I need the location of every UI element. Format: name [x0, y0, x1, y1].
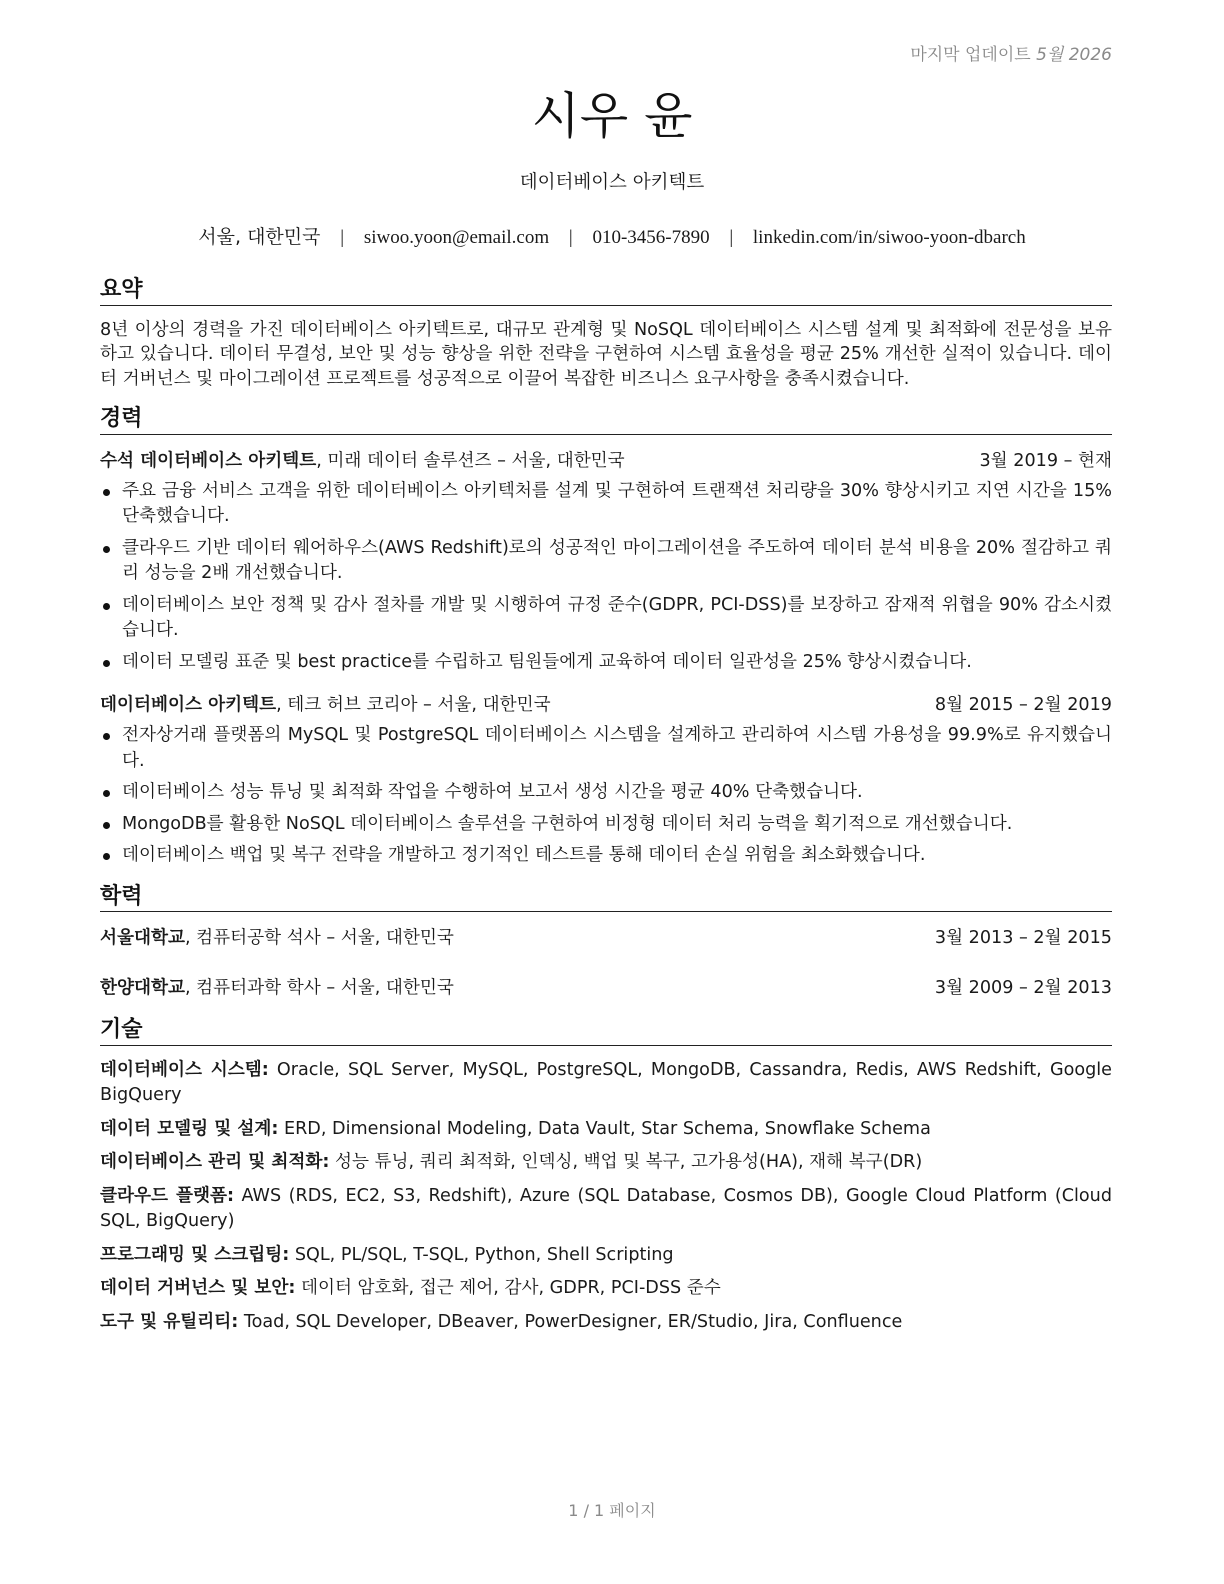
summary-text: 8년 이상의 경력을 가진 데이터베이스 아키텍트로, 대규모 관계형 및 NoSQL 데이터베이스 시스템 설계 및 최적화에 전문성을 보유하고 있습니다. 데이터 무결성, 보안 및 성능 향상을 위한 전략을 구현하여 시스템 효율성을 평균 25% 개선한 실적이 있습니다. 데이터 거버넌스 및 마이그레이션 프로젝트를 성공적으로 이끌어 복잡한 비즈니스 요구사항을 충족시켰습니다. — [100, 319, 1112, 389]
section-title-experience: 경력 — [100, 405, 1112, 435]
section-title-skills: 기술 — [100, 1016, 1112, 1046]
skill-value: 데이터 암호화, 접근 제어, 감사, GDPR, PCI-DSS 준수 — [295, 1278, 721, 1299]
education-school: 서울대학교 — [100, 928, 185, 949]
education-entry — [100, 976, 1112, 1002]
contact-separator: | — [340, 227, 345, 248]
skill-value: Oracle, SQL Server, MySQL, PostgreSQL, MongoDB, Cassandra, Redis, AWS Redshift, Google BigQuery — [100, 1059, 1112, 1106]
candidate-role: 데이터베이스 아키텍트 — [519, 172, 705, 193]
education-school: 한양대학교 — [100, 978, 185, 999]
job-bullet: 데이터 모델링 표준 및 best practice를 수립하고 팀원들에게 교육하여 데이터 일관성을 25% 향상시켰습니다. — [100, 650, 1112, 676]
contact-separator: | — [729, 227, 734, 248]
skill-label: 데이터베이스 관리 및 최적화: — [100, 1152, 330, 1173]
last-updated — [910, 44, 1112, 68]
job-bullet: 데이터베이스 백업 및 복구 전략을 개발하고 정기적인 테스트를 통해 데이터 손실 위험을 최소화했습니다. — [100, 843, 1112, 869]
job-dates: 3월 2019 – 현재 — [979, 451, 1112, 472]
contact-separator: | — [568, 227, 573, 248]
education-detail: , 컴퓨터공학 석사 – 서울, 대한민국 — [184, 928, 454, 949]
contact-line — [0, 224, 1224, 252]
job-bullet: 주요 금융 서비스 고객을 위한 데이터베이스 아키텍처를 설계 및 구현하여 트랜잭션 처리량을 30% 향상시키고 지연 시간을 15% 단축했습니다. — [100, 479, 1112, 530]
section-title-education: 학력 — [100, 883, 1112, 913]
education-dates: 3월 2013 – 2월 2015 — [934, 928, 1112, 949]
skill-value: Toad, SQL Developer, DBeaver, PowerDesigner, ER/Studio, Jira, Confluence — [238, 1311, 903, 1332]
job-position: 수석 데이터베이스 아키텍트 — [100, 451, 317, 472]
job-bullet: 데이터베이스 성능 튜닝 및 최적화 작업을 수행하여 보고서 생성 시간을 평균 40% 단축했습니다. — [100, 780, 1112, 806]
job-bullet: 전자상거래 플랫폼의 MySQL 및 PostgreSQL 데이터베이스 시스템을 설계하고 관리하여 시스템 가용성을 99.9%로 유지했습니다. — [100, 723, 1112, 774]
contact-location: 서울, 대한민국 — [198, 226, 321, 248]
skill-label: 데이터 모델링 및 설계: — [100, 1118, 279, 1139]
candidate-name: 시우 윤 — [531, 87, 693, 145]
job-bullet: 데이터베이스 보안 정책 및 감사 절차를 개발 및 시행하여 규정 준수(GDPR, PCI-DSS)를 보장하고 잠재적 위협을 90% 감소시켰습니다. — [100, 593, 1112, 644]
skill-value: ERD, Dimensional Modeling, Data Vault, Star Schema, Snowflake Schema — [278, 1118, 931, 1139]
skill-label: 도구 및 유틸리티: — [100, 1311, 239, 1332]
job-entry — [100, 693, 1112, 868]
skill-label: 클라우드 플랫폼: — [100, 1185, 235, 1206]
job-organization: , 테크 허브 코리아 – 서울, 대한민국 — [276, 695, 551, 716]
contact-phone[interactable]: 010-3456-7890 — [592, 227, 710, 248]
job-dates: 8월 2015 – 2월 2019 — [934, 695, 1112, 716]
job-position: 데이터베이스 아키텍트 — [100, 695, 277, 716]
last-updated-label: 마지막 업데이트 — [910, 45, 1031, 65]
skill-value: 성능 튜닝, 쿼리 최적화, 인덱싱, 백업 및 복구, 고가용성(HA), 재해 복구(DR) — [329, 1152, 923, 1173]
job-bullets — [100, 723, 1112, 869]
skill-label: 데이터베이스 시스템: — [100, 1059, 269, 1080]
job-header — [100, 693, 1112, 719]
section-title-summary: 요약 — [100, 276, 1112, 306]
job-organization: , 미래 데이터 솔루션즈 – 서울, 대한민국 — [316, 451, 625, 472]
skill-line — [100, 1310, 1112, 1336]
skill-line — [100, 1184, 1112, 1235]
job-header — [100, 449, 1112, 475]
education-entry — [100, 926, 1112, 952]
education-dates: 3월 2009 – 2월 2013 — [934, 978, 1112, 999]
skill-value: SQL, PL/SQL, T-SQL, Python, Shell Scripting — [289, 1244, 674, 1265]
job-bullet: MongoDB를 활용한 NoSQL 데이터베이스 솔루션을 구현하여 비정형 데이터 처리 능력을 획기적으로 개선했습니다. — [100, 812, 1112, 838]
job-bullets — [100, 479, 1112, 676]
skill-value: AWS (RDS, EC2, S3, Redshift), Azure (SQL Database, Cosmos DB), Google Cloud Platform (Cloud SQL, BigQuery) — [100, 1185, 1112, 1232]
contact-email[interactable]: siwoo.yoon@email.com — [363, 227, 550, 248]
skill-line — [100, 1150, 1112, 1176]
skill-line — [100, 1243, 1112, 1269]
skill-line — [100, 1117, 1112, 1143]
page-number: 1 / 1 페이지 — [568, 1501, 656, 1520]
skill-line — [100, 1058, 1112, 1109]
job-entry — [100, 449, 1112, 675]
last-updated-date: 5월 2026 — [1036, 45, 1112, 65]
job-bullet: 클라우드 기반 데이터 웨어하우스(AWS Redshift)로의 성공적인 마이그레이션을 주도하여 데이터 분석 비용을 20% 절감하고 쿼리 성능을 2배 개선했습니다. — [100, 536, 1112, 587]
skill-line — [100, 1276, 1112, 1302]
contact-linkedin[interactable]: linkedin.com/in/siwoo-yoon-dbarch — [752, 227, 1026, 248]
skill-label: 프로그래밍 및 스크립팅: — [100, 1244, 290, 1265]
skill-label: 데이터 거버넌스 및 보안: — [100, 1278, 296, 1299]
education-detail: , 컴퓨터과학 학사 – 서울, 대한민국 — [184, 978, 454, 999]
resume-body — [100, 276, 1112, 1335]
